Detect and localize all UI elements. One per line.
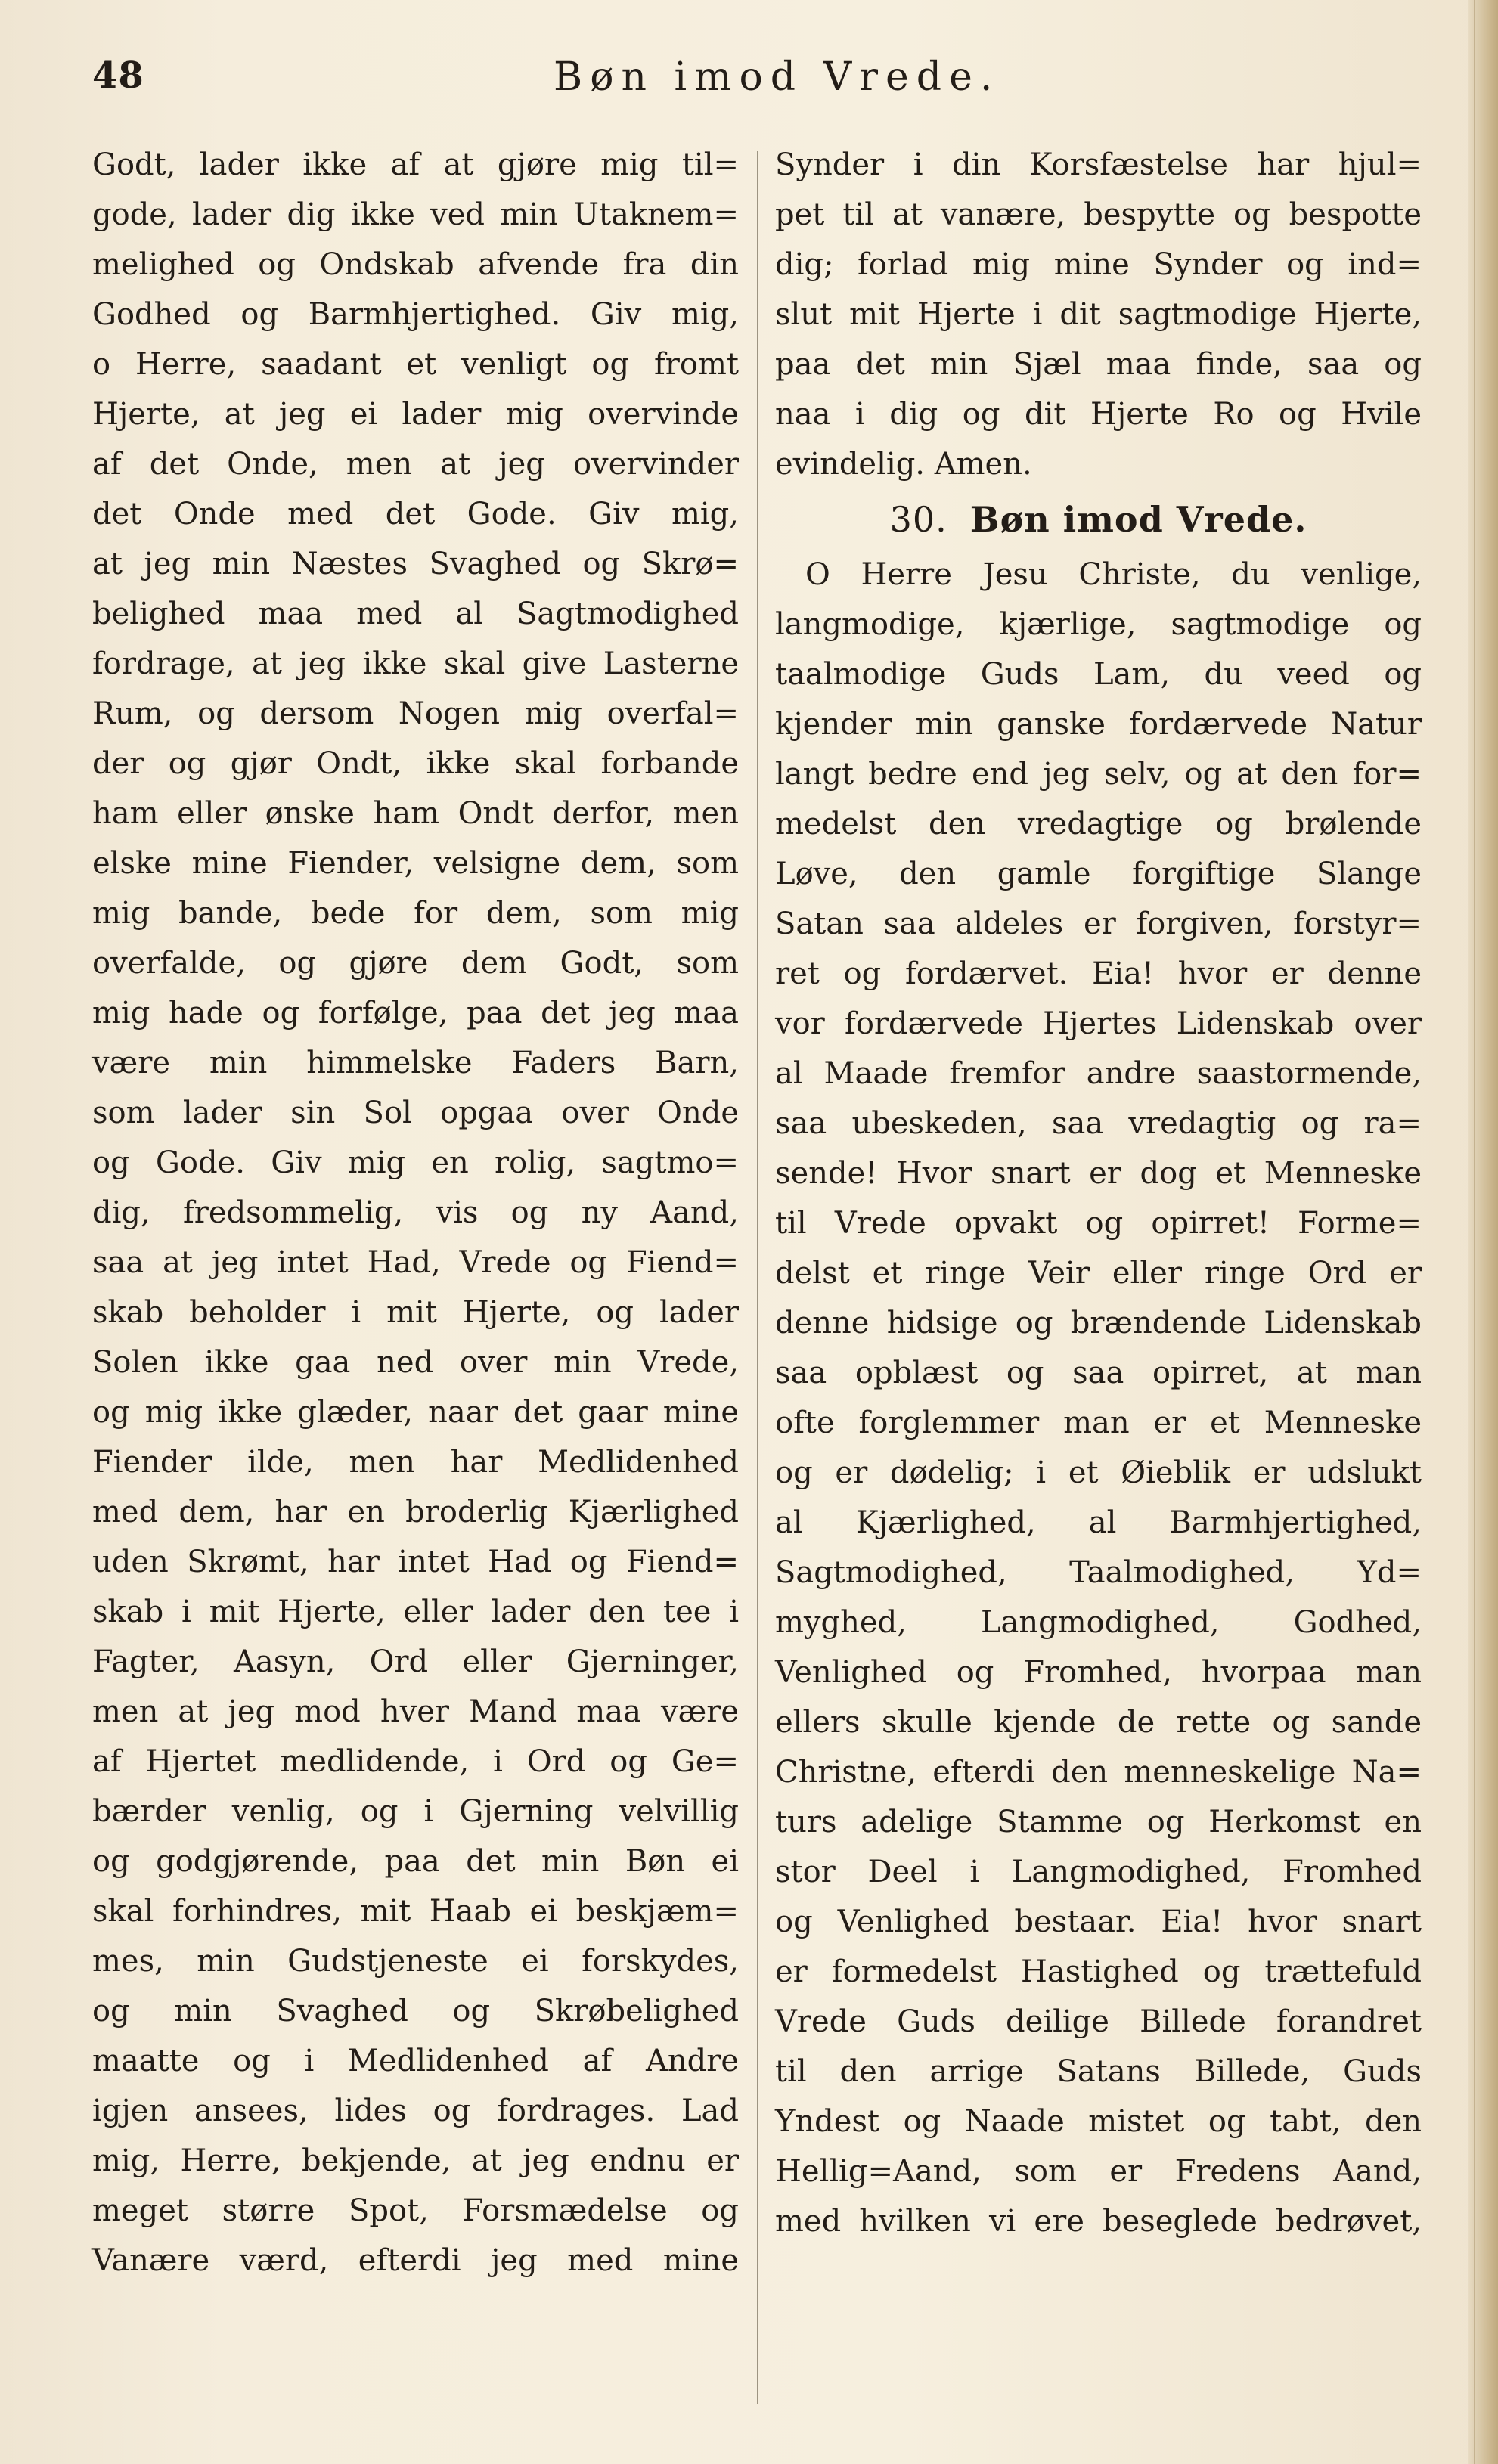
text-line: Vrede Guds deilige Billede forandret [775,2004,1422,2039]
text-line: ham eller ønske ham Ondt derfor, men [92,796,739,831]
text-line: der og gjør Ondt, ikke skal forbande [92,746,739,781]
text-line: delst et ringe Veir eller ringe Ord er [775,1256,1422,1291]
text-line: meget større Spot, Forsmædelse og [92,2193,739,2228]
text-line: fordrage, at jeg ikke skal give Lasterne [92,646,739,681]
text-line: Godt, lader ikke af at gjøre mig til= [92,147,739,182]
text-line: Løve, den gamle forgiftige Slange [775,857,1422,891]
text-line: slut mit Hjerte i dit sagtmodige Hjerte, [775,297,1422,332]
text-line: og er dødelig; i et Øieblik er udslukt [775,1455,1422,1490]
text-line: kjender min ganske fordærvede Natur [775,707,1422,742]
text-line: Satan saa aldeles er forgiven, forstyr= [775,907,1422,941]
text-line: saa at jeg intet Had, Vrede og Fiend= [92,1245,739,1280]
text-line: ellers skulle kjende de rette og sande [775,1705,1422,1740]
text-line: al Kjærlighed, al Barmhjertighed, [775,1505,1422,1540]
text-line: sende! Hvor snart er dog et Menneske [775,1156,1422,1191]
text-line: og min Svaghed og Skrøbelighed [92,1994,739,2029]
text-line: uden Skrømt, har intet Had og Fiend= [92,1545,739,1579]
text-line: denne hidsige og brændende Lidenskab [775,1306,1422,1340]
text-line: og Venlighed bestaar. Eia! hvor snart [775,1905,1422,1939]
text-line: med dem, har en broderlig Kjærlighed [92,1495,739,1530]
text-line: af det Onde, men at jeg overvinder [92,447,739,482]
right-column-continuation [775,140,1422,489]
text-line: Godhed og Barmhjertighed. Giv mig, [92,297,739,332]
text-line: Rum, og dersom Nogen mig overfal= [92,696,739,731]
text-line: o Herre, saadant et venligt og fromt [92,347,739,382]
text-line: mig bande, bede for dem, som mig [92,896,739,931]
text-line: Fagter, Aasyn, Ord eller Gjerninger, [92,1644,739,1679]
text-line: overfalde, og gjøre dem Godt, som [92,946,739,981]
text-line: melighed og Ondskab afvende fra din [92,247,739,282]
text-line: Hellig=Aand, som er Fredens Aand, [775,2154,1422,2189]
text-line: og godgjørende, paa det min Bøn ei [92,1844,739,1879]
text-line: stor Deel i Langmodighed, Fromhed [775,1855,1422,1889]
text-line: som lader sin Sol opgaa over Onde [92,1096,739,1130]
text-line: gode, lader dig ikke ved min Utaknem= [92,197,739,232]
text-line: Christne, efterdi den menneskelige Na= [775,1755,1422,1790]
text-line: bærder venlig, og i Gjerning velvillig [92,1794,739,1829]
text-line: Yndest og Naade mistet og tabt, den [775,2104,1422,2139]
text-line: men at jeg mod hver Mand maa være [92,1694,739,1729]
text-line: med hvilken vi ere beseglede bedrøvet, [775,2204,1422,2239]
text-line: mig, Herre, bekjende, at jeg endnu er [92,2143,739,2178]
text-line: langt bedre end jeg selv, og at den for= [775,757,1422,792]
text-line: være min himmelske Faders Barn, [92,1046,739,1080]
text-line: Synder i din Korsfæstelse har hjul= [775,147,1422,182]
section-number: 30. [889,499,947,540]
text-line: evindelig. Amen. [775,447,1032,482]
left-column [92,140,739,2286]
text-line: skab i mit Hjerte, eller lader den tee i [92,1595,739,1629]
text-line: af Hjertet medlidende, i Ord og Ge= [92,1744,739,1779]
text-line: O Herre Jesu Christe, du venlige, [805,557,1422,592]
text-line: naa i dig og dit Hjerte Ro og Hvile [775,397,1422,432]
text-line: ofte forglemmer man er et Menneske [775,1406,1422,1440]
text-line: Fiender ilde, men har Medlidenhed [92,1445,739,1480]
text-line: Vanære værd, efterdi jeg med mine [92,2243,739,2278]
section-title: Bøn imod Vrede. [969,499,1307,540]
text-line: mes, min Gudstjeneste ei forskydes, [92,1944,739,1979]
text-line: vor fordærvede Hjertes Lidenskab over [775,1006,1422,1041]
prayer-body [775,550,1422,2246]
text-line: taalmodige Guds Lam, du veed og [775,657,1422,692]
text-line: mig hade og forfølge, paa det jeg maa [92,996,739,1031]
text-line: Hjerte, at jeg ei lader mig overvinde [92,397,739,432]
text-line: elske mine Fiender, velsigne dem, som [92,846,739,881]
text-line: er formedelst Hastighed og trættefuld [775,1954,1422,1989]
text-line: myghed, Langmodighed, Godhed, [775,1605,1422,1640]
book-binding-edge [1468,0,1498,2464]
text-line: Solen ikke gaa ned over min Vrede, [92,1345,739,1380]
text-line: saa ubeskeden, saa vredagtig og ra= [775,1106,1422,1141]
text-line: langmodige, kjærlige, sagtmodige og [775,607,1422,642]
text-line: det Onde med det Gode. Giv mig, [92,497,739,532]
text-line: skab beholder i mit Hjerte, og lader [92,1295,739,1330]
right-column [775,140,1422,2246]
text-line: ret og fordærvet. Eia! hvor er denne [775,956,1422,991]
text-line: Venlighed og Fromhed, hvorpaa man [775,1655,1422,1690]
text-line: og mig ikke glæder, naar det gaar mine [92,1395,739,1430]
section-heading [775,489,1422,550]
text-line: belighed maa med al Sagtmodighed [92,597,739,631]
text-line: Sagtmodighed, Taalmodighed, Yd= [775,1555,1422,1590]
text-line: paa det min Sjæl maa finde, saa og [775,347,1422,382]
text-line: maatte og i Medlidenhed af Andre [92,2044,739,2078]
text-line: medelst den vredagtige og brølende [775,807,1422,841]
text-line: og Gode. Giv mig en rolig, sagtmo= [92,1145,739,1180]
text-line: igjen ansees, lides og fordrages. Lad [92,2094,739,2128]
page-header [92,47,1302,107]
text-line: til den arrige Satans Billede, Guds [775,2054,1422,2089]
text-line: dig; forlad mig mine Synder og ind= [775,247,1422,282]
text-line: turs adelige Stamme og Herkomst en [775,1805,1422,1839]
running-title: Bøn imod Vrede. [554,54,1000,100]
text-line: til Vrede opvakt og opirret! Forme= [775,1206,1422,1241]
text-line: skal forhindres, mit Haab ei beskjæm= [92,1894,739,1929]
column-divider [757,151,758,2404]
text-line: at jeg min Næstes Svaghed og Skrø= [92,547,739,581]
text-line: saa opblæst og saa opirret, at man [775,1356,1422,1390]
page-number: 48 [92,54,144,97]
text-line: dig, fredsommelig, vis og ny Aand, [92,1195,739,1230]
text-line: al Maade fremfor andre saastormende, [775,1056,1422,1091]
text-line: pet til at vanære, bespytte og bespotte [775,197,1422,232]
